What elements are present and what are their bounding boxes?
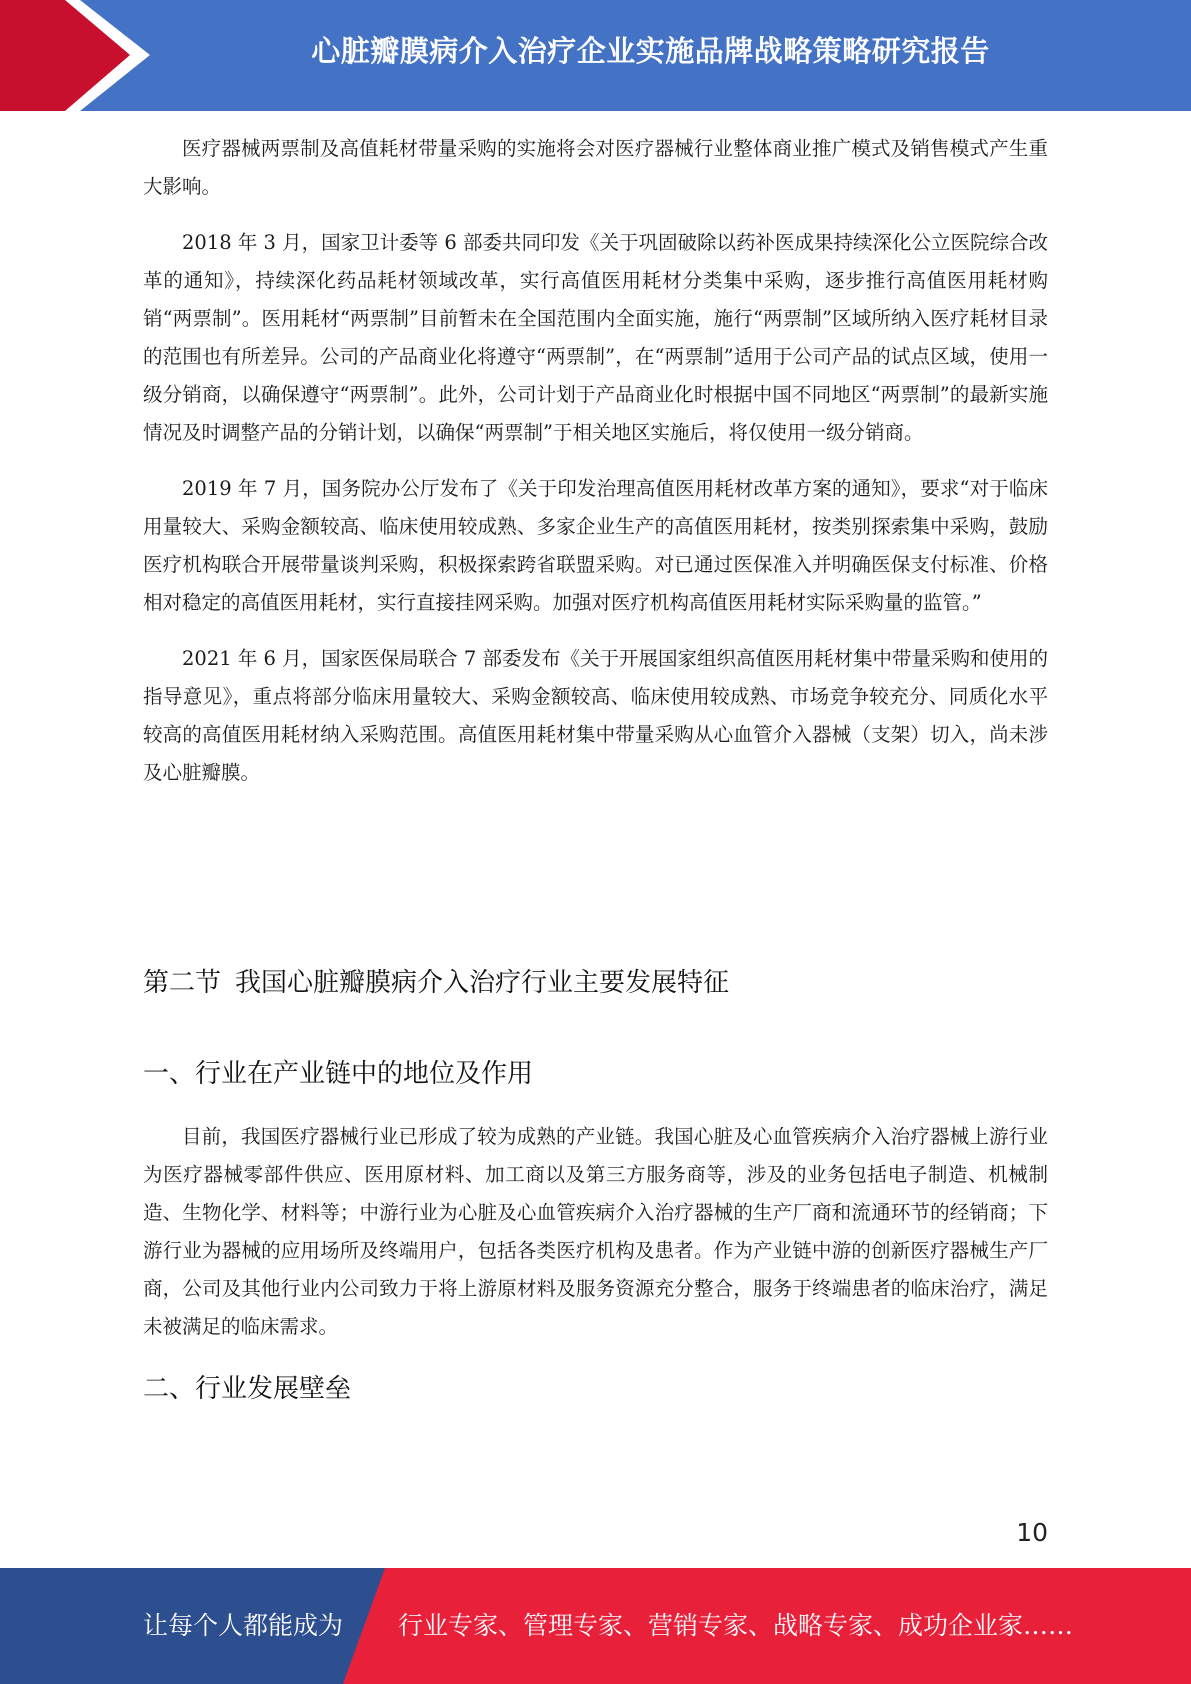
section-heading	[143, 962, 729, 999]
section-heading-text: 我国心脏瓣膜病介入治疗行业主要发展特征	[235, 968, 730, 998]
subsection-1-content	[143, 1118, 1048, 1346]
page-footer	[0, 1568, 1191, 1684]
paragraph-1: 医疗器械两票制及高值耗材带量采购的实施将会对医疗器械行业整体商业推广模式及销售模式产生重大影响。	[143, 137, 1048, 198]
subsection-heading-2: 二、行业发展壁垒	[143, 1374, 352, 1404]
body-content	[143, 130, 1048, 792]
paragraph-2: 2018 年 3 月，国家卫计委等 6 部委共同印发《关于巩固破除以药补医成果持续深化公立医院综合改革的通知》，持续深化药品耗材领域改革，实行高值医用耗材分类集中采购，逐步推行高值医用耗材购销“两票制”。医用耗材“两票制”目前暂未在全国范围内全面实施，施行“两票制”区域所纳入医疗耗材目录的范围也有所差异。公司的产品商业化将遵守“两票制”，在“两票制”适用于公司产品的试点区域，使用一级分销商，以确保遵守“两票制”。此外，公司计划于产品商业化时根据中国不同地区“两票制”的最新实施情况及时调整产品的分销计划，以确保“两票制”于相关地区实施后，将仅使用一级分销商。	[143, 231, 1048, 444]
subsection-heading-1: 一、行业在产业链中的地位及作用	[143, 1059, 534, 1089]
footer-slogan-left: 让每个人都能成为	[143, 1611, 344, 1640]
page-number: 10	[1016, 1518, 1048, 1547]
page-header	[0, 0, 1191, 111]
paragraph-3: 2019 年 7 月，国务院办公厅发布了《关于印发治理高值医用耗材改革方案的通知》，要求“对于临床用量较大、采购金额较高、临床使用较成熟、多家企业生产的高值医用耗材，按类别探索集中采购，鼓励医疗机构联合开展带量谈判采购，积极探索跨省联盟采购。对已通过医保准入并明确医保支付标准、价格相对稳定的高值医用耗材，实行直接挂网采购。加强对医疗机构高值医用耗材实际采购量的监管。”	[143, 477, 1048, 614]
paragraph-5: 目前，我国医疗器械行业已形成了较为成熟的产业链。我国心脏及心血管疾病介入治疗器械上游行业为医疗器械零部件供应、医用原材料、加工商以及第三方服务商等，涉及的业务包括电子制造、机械制造、生物化学、材料等；中游行业为心脏及心血管疾病介入治疗器械的生产厂商和流通环节的经销商；下游行业为器械的应用场所及终端用户，包括各类医疗机构及患者。作为产业链中游的创新医疗器械生产厂商，公司及其他行业内公司致力于将上游原材料及服务资源充分整合，服务于终端患者的临床治疗，满足未被满足的临床需求。	[143, 1125, 1048, 1338]
paragraph-4: 2021 年 6 月，国家医保局联合 7 部委发布《关于开展国家组织高值医用耗材集中带量采购和使用的指导意见》，重点将部分临床用量较大、采购金额较高、临床使用较成熟、市场竞争较充分、同质化水平较高的高值医用耗材纳入采购范围。高值医用耗材集中带量采购从心血管介入器械（支架）切入，尚未涉及心脏瓣膜。	[143, 647, 1048, 784]
report-title: 心脏瓣膜病介入治疗企业实施品牌战略策略研究报告	[311, 34, 990, 68]
section-number: 第二节	[143, 968, 222, 998]
footer-slogan-right: 行业专家、管理专家、营销专家、战略专家、成功企业家……	[398, 1611, 1074, 1640]
